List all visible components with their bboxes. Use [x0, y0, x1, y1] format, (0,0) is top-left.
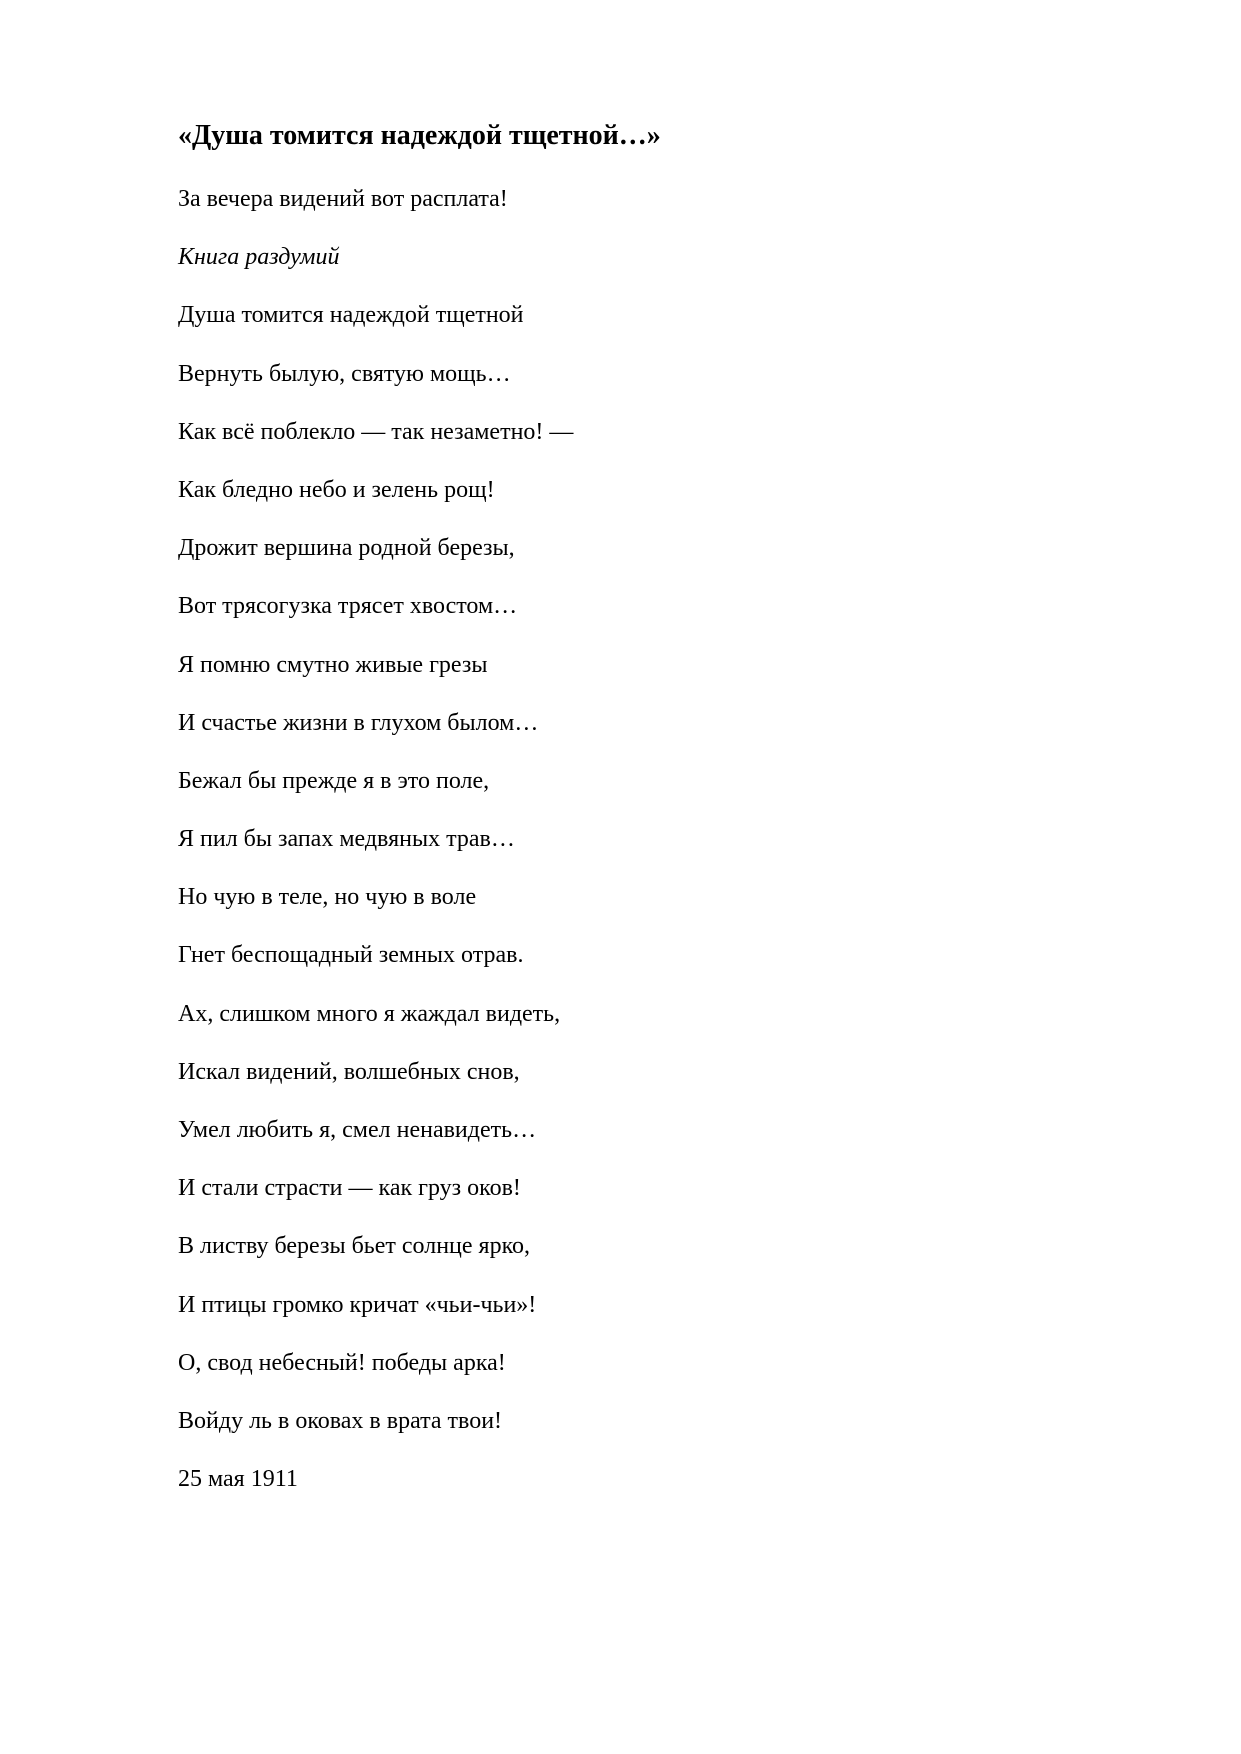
verse-line: Душа томится надеждой тщетной [178, 302, 524, 329]
verse-line: Умел любить я, смел ненавидеть… [178, 1117, 537, 1143]
verse-line: Как бледно небо и зелень рощ! [178, 476, 495, 503]
verse-line: Ах, слишком много я жаждал видеть, [178, 1000, 561, 1027]
verse-line: Гнет беспощадный земных отрав. [178, 942, 524, 969]
verse-line: Бежал бы прежде я в это поле, [178, 767, 490, 794]
verse-line: И стали страсти — как груз оков! [178, 1175, 521, 1202]
verse-line: О, свод небесный! победы арка! [178, 1349, 506, 1376]
verse-line: Вот трясогузка трясет хвостом… [178, 593, 518, 620]
epigraph-source: Книга раздумий [178, 244, 340, 271]
verse-line: И птицы громко кричат «чьи-чьи»! [178, 1291, 537, 1318]
verse-line: Как всё поблекло — так незаметно! — [178, 418, 574, 445]
verse-line: Дрожит вершина родной березы, [178, 535, 515, 562]
epigraph-text: За вечера видений вот расплата! [178, 186, 508, 212]
poem-title: «Душа томится надеждой тщетной…» [178, 120, 661, 151]
poem-content [178, 112, 1078, 1508]
verse-line: Но чую в теле, но чую в воле [178, 884, 477, 911]
verse-line: Я помню смутно живые грезы [178, 651, 488, 678]
poem-date: 25 мая 1911 [178, 1466, 298, 1493]
verse-line: Я пил бы запах медвяных трав… [178, 826, 515, 853]
verse-line: И счастье жизни в глухом былом… [178, 709, 539, 736]
verse-line: В листву березы бьет солнце ярко, [178, 1233, 531, 1260]
verse-line: Вернуть былую, святую мощь… [178, 360, 511, 387]
verse-line: Искал видений, волшебных снов, [178, 1058, 520, 1085]
verse-line: Войду ль в оковах в врата твои! [178, 1407, 503, 1434]
